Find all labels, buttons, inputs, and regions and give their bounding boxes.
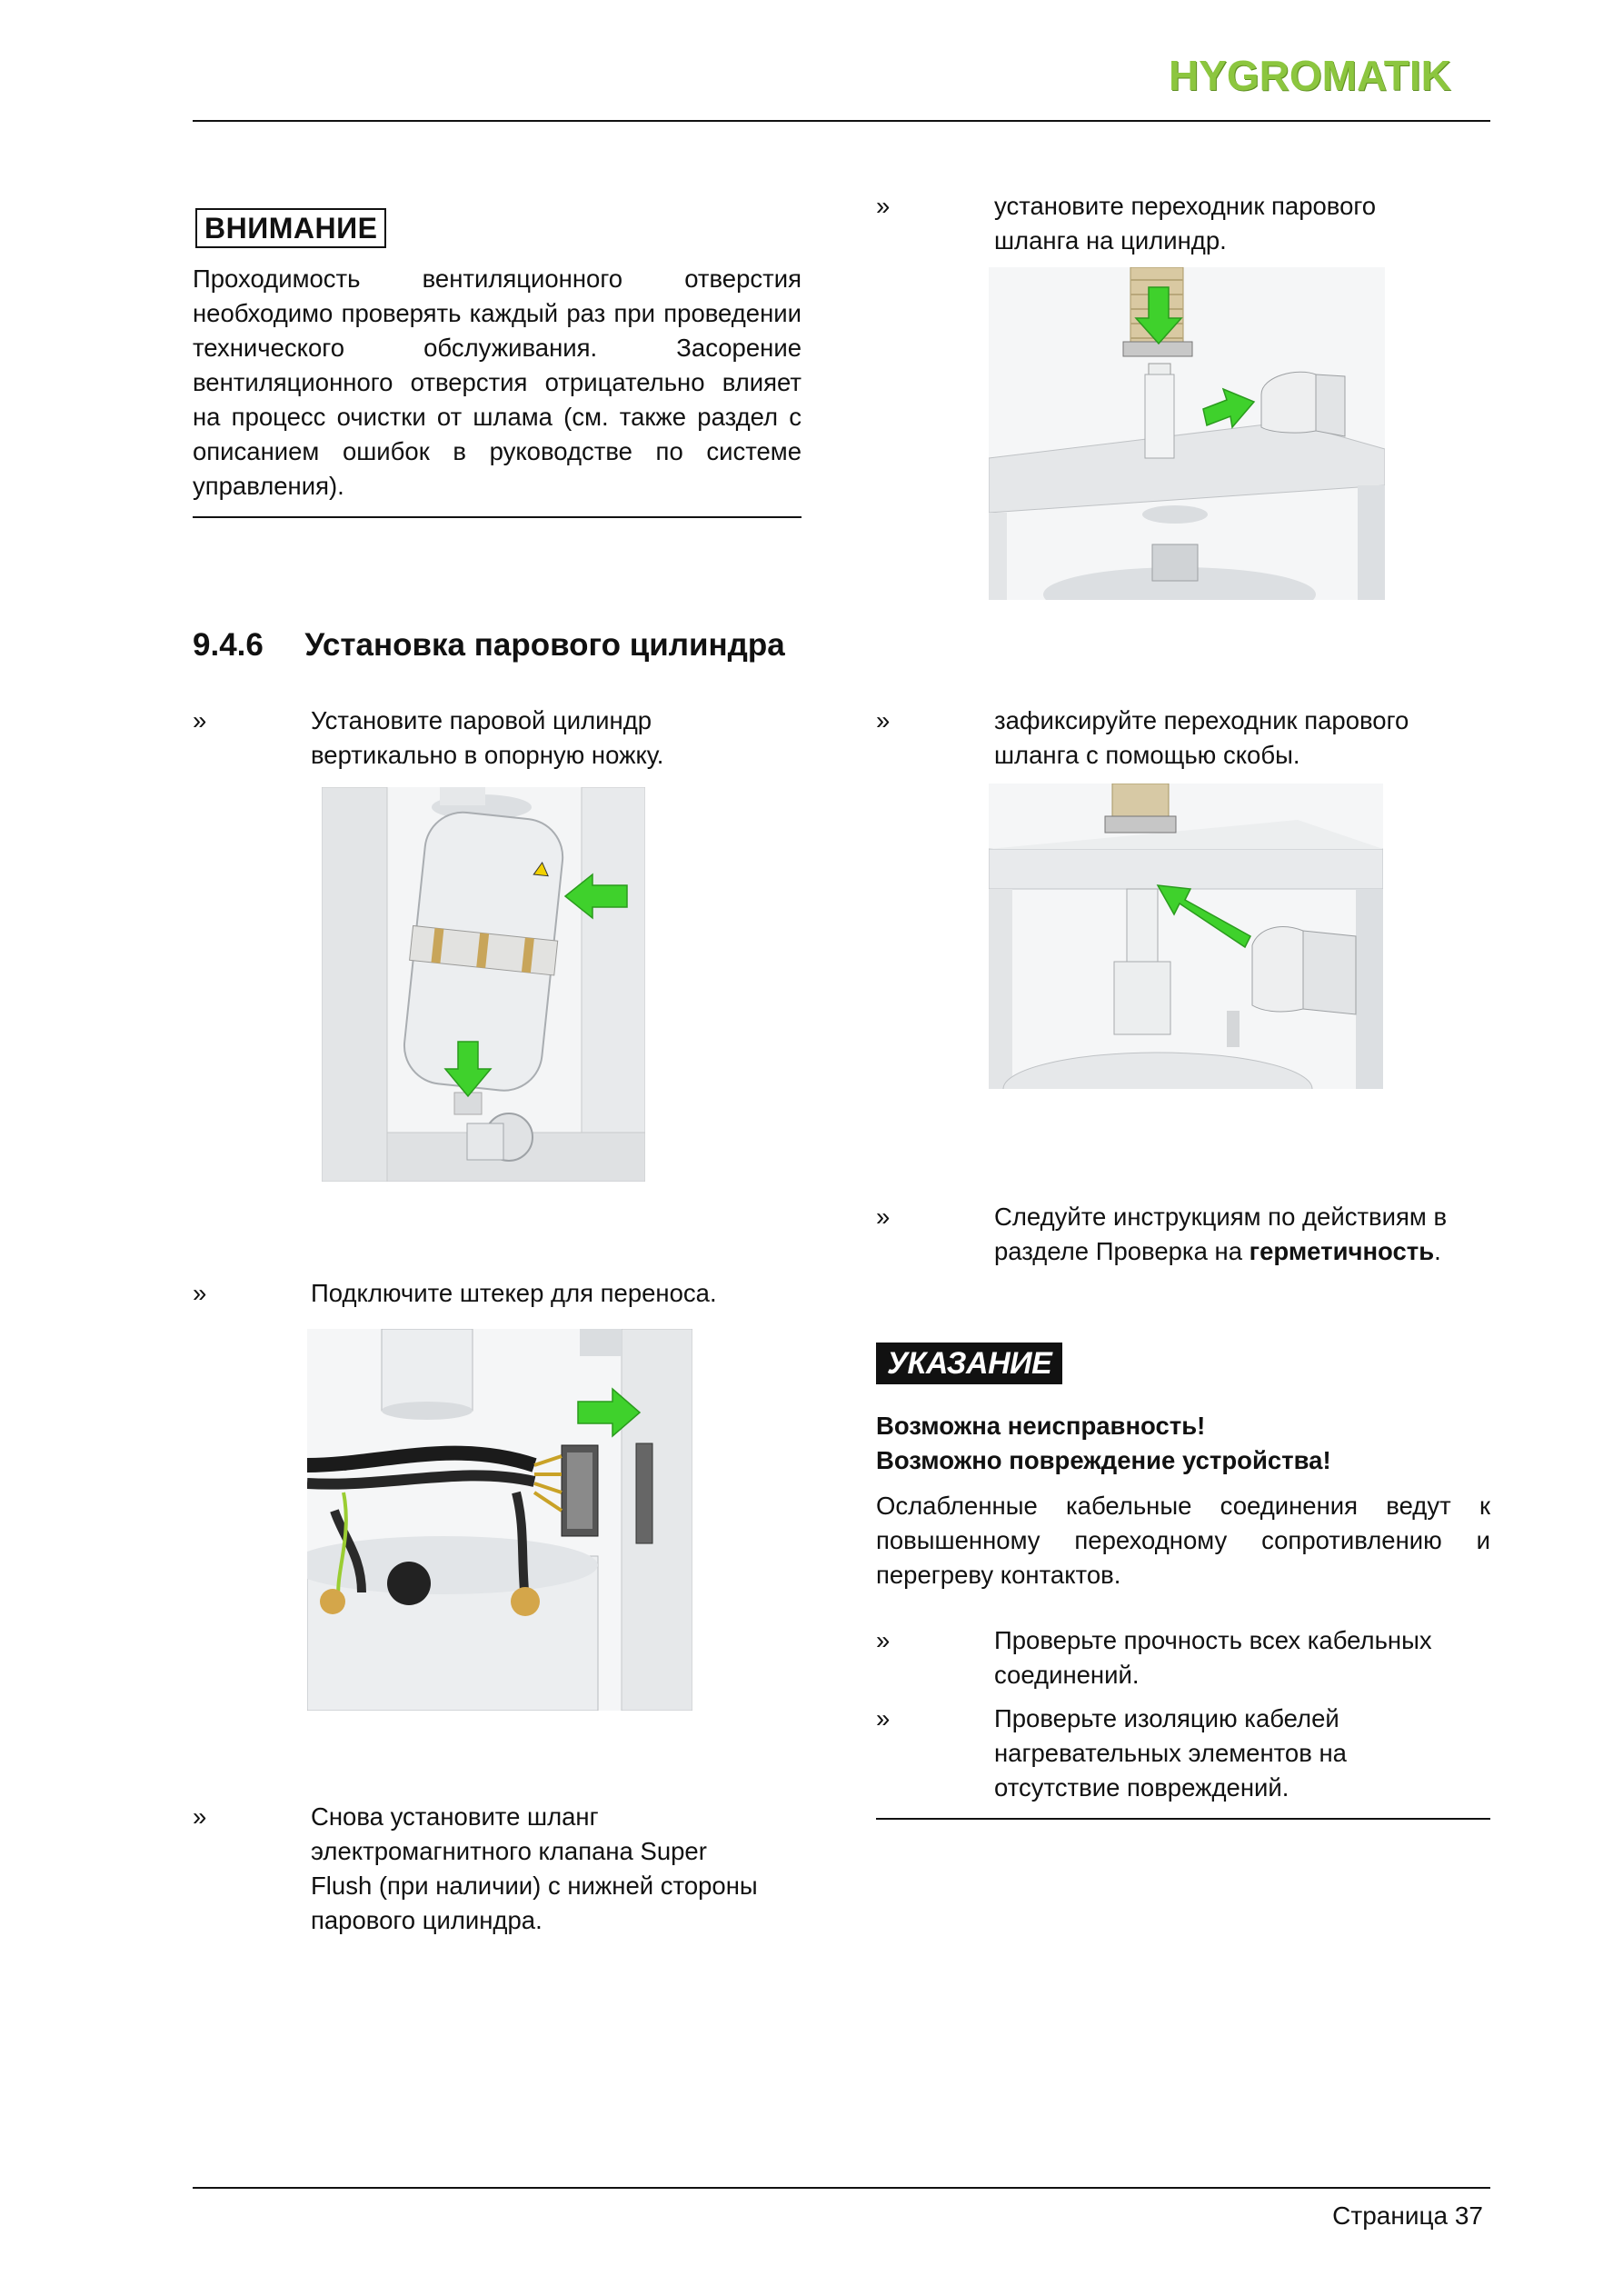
header-rule bbox=[193, 120, 1490, 122]
logo-text: HYGROMATIK bbox=[1169, 52, 1451, 99]
page-number: Страница 37 bbox=[1332, 2201, 1483, 2230]
figure-clamp bbox=[989, 784, 1383, 1089]
bullet-text: Снова установите шланг электромагнитного клапана Super Flush (при наличии) с нижней стороны парового цилиндра. bbox=[311, 1802, 758, 1934]
bullet-mark: » bbox=[876, 1626, 891, 1654]
bullet-check-cables bbox=[876, 1623, 1494, 1696]
bullet-mark: » bbox=[193, 1279, 207, 1307]
footer-rule bbox=[193, 2187, 1490, 2189]
bullet-text: Установите паровой цилиндр вертикально в опорную ножку. bbox=[311, 706, 664, 769]
bullet-install-cylinder bbox=[193, 704, 811, 776]
hygromatik-logo bbox=[1169, 51, 1459, 105]
bullet-install-adapter bbox=[876, 189, 1494, 262]
figure-hose-adapter bbox=[989, 267, 1385, 600]
note-badge: УКАЗАНИЕ bbox=[876, 1343, 1062, 1384]
bullet-text: Следуйте инструкциям по действиям в разделе Проверка на bbox=[994, 1203, 1448, 1265]
warning-end-rule bbox=[193, 516, 802, 518]
figure-plug-connection bbox=[307, 1329, 692, 1711]
note-title-1: Возможна неисправность! bbox=[876, 1412, 1206, 1440]
note-title-2: Возможно повреждение устройства! bbox=[876, 1446, 1331, 1474]
warning-text: Проходимость вентиляционного отверстия необходимо проверять каждый раз при проведении технического обслуживания. Засорение вентиляционного отверстия отрицательно влияет на процесс очистки от шлама (см. также раздел с описанием ошибок в руководстве по системе управления). bbox=[193, 265, 802, 500]
section-title: Установка парового цилиндра bbox=[304, 627, 785, 663]
note-text: Ослабленные кабельные соединения ведут к повышенному переходному сопротивлению и перегреву контактов. bbox=[876, 1492, 1490, 1589]
warning-badge: ВНИМАНИЕ bbox=[195, 208, 386, 248]
note-end-rule bbox=[876, 1818, 1490, 1820]
bullet-fix-adapter bbox=[876, 704, 1494, 776]
section-heading bbox=[193, 627, 829, 664]
note-title bbox=[876, 1409, 1494, 1478]
bullet-text: зафиксируйте переходник парового шланга с помощью скобы. bbox=[994, 706, 1409, 769]
bullet-text: Подключите штекер для переноса. bbox=[311, 1279, 717, 1307]
bullet-superflush-hose bbox=[193, 1800, 811, 1945]
bullet-text: Проверьте прочность всех кабельных соединений. bbox=[994, 1626, 1432, 1689]
bullet-mark: » bbox=[876, 192, 891, 220]
bullet-text: установите переходник парового шланга на цилиндр. bbox=[994, 192, 1377, 255]
bullet-connect-plug bbox=[193, 1276, 811, 1313]
bullet-end: . bbox=[1434, 1237, 1441, 1265]
figure-steam-cylinder bbox=[322, 787, 645, 1182]
bullet-check-insulation bbox=[876, 1702, 1494, 1811]
bullet-follow-instructions bbox=[876, 1200, 1494, 1309]
bullet-text: Проверьте изоляцию кабелей нагревательных элементов на отсутствие повреждений. bbox=[994, 1704, 1347, 1802]
bullet-mark: » bbox=[193, 1802, 207, 1831]
bullet-mark: » bbox=[876, 1203, 891, 1231]
bullet-mark: » bbox=[876, 706, 891, 734]
leak-test-link-text: герметичность bbox=[1249, 1237, 1435, 1265]
section-number: 9.4.6 bbox=[193, 627, 264, 663]
bullet-mark: » bbox=[876, 1704, 891, 1732]
bullet-mark: » bbox=[193, 706, 207, 734]
